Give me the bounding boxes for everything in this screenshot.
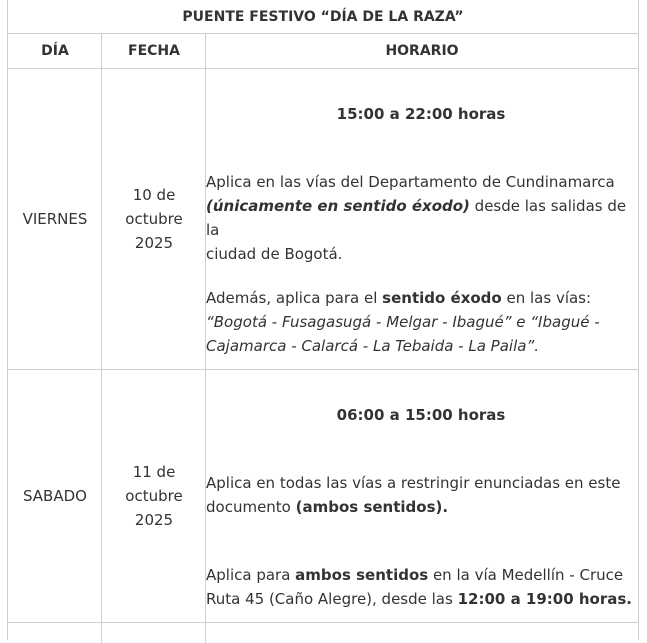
text-emphasis: (únicamente en sentido éxodo) [206, 197, 470, 215]
cell-fecha [102, 370, 206, 622]
hours-range: 15:00 a 22:00 horas [336, 105, 506, 123]
text: desde las salidas de la [206, 197, 627, 239]
text: Aplica en las vías del Departamento de Cundinamarca [206, 173, 615, 191]
cell-dia: VIERNES [22, 209, 88, 228]
table-row-viernes [8, 68, 638, 370]
cell-fecha [102, 68, 206, 369]
cell-horario [206, 370, 638, 622]
cell-dia: SABADO [23, 487, 87, 505]
table-title: PUENTE FESTIVO “DÍA DE LA RAZA” [8, 0, 638, 34]
text-emphasis: sentido éxodo [382, 289, 502, 307]
fecha-month: octubre [125, 487, 183, 505]
fecha-year: 2025 [134, 511, 174, 529]
text: documento [206, 498, 296, 516]
text-emphasis: ambos sentidos [295, 566, 429, 584]
table-row-sabado [8, 370, 638, 623]
text: Ruta 45 (Caño Alegre), desde las [206, 590, 458, 608]
paragraph-medellin [206, 563, 636, 611]
header-fecha: FECHA [128, 42, 180, 59]
hours-range: 06:00 a 15:00 horas [336, 406, 506, 424]
fecha-year: 2025 [134, 233, 174, 252]
text: Además, aplica para el [206, 289, 383, 307]
text: Aplica para [206, 566, 296, 584]
text-emphasis: 12:00 a 19:00 horas. [457, 590, 633, 608]
text: ciudad de Bogotá. [206, 245, 343, 263]
restriction-table [7, 0, 639, 640]
text: en la vía Medellín - Cruce [428, 566, 624, 584]
paragraph-cundinamarca [206, 170, 636, 266]
text-emphasis: (ambos sentidos). [295, 498, 449, 516]
fecha-day: 10 de [132, 185, 176, 204]
header-horario: HORARIO [385, 42, 459, 59]
cell-horario [206, 68, 638, 369]
route-text: Cajamarca - Calarcá - La Tebaida - La Paila”. [206, 337, 539, 355]
fecha-day: 11 de [132, 463, 176, 481]
text: en las vías: [501, 289, 592, 307]
header-dia: DÍA [41, 42, 69, 59]
route-text: “Bogotá - Fusagasugá - Melgar - Ibagué” e “Ibagué - [206, 313, 600, 331]
paragraph-todas-vias [206, 471, 636, 519]
text: Aplica en todas las vías a restringir enunciadas en este [206, 474, 621, 492]
fecha-month: octubre [125, 209, 183, 228]
table-header-row [8, 33, 638, 69]
paragraph-exodo [206, 286, 636, 358]
